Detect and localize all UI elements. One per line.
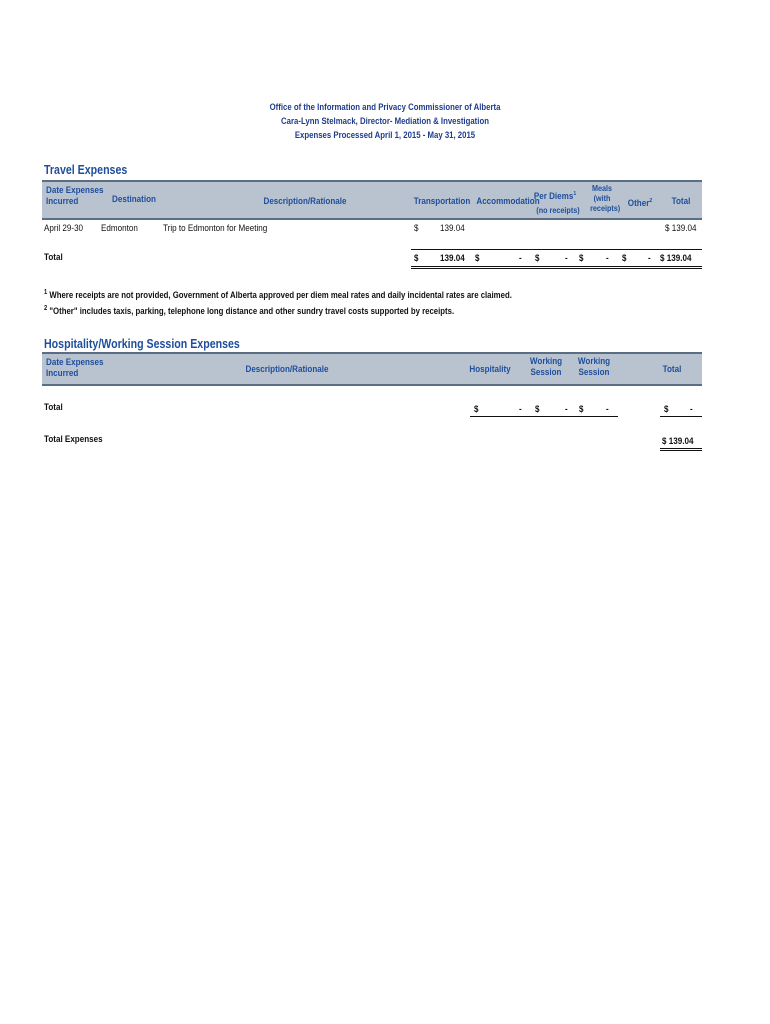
hosp-total-label: Total: [44, 402, 63, 413]
total-expenses-double-rule: [660, 448, 702, 451]
travel-total-other-value: -: [648, 253, 651, 264]
col-meals-with-receipts: Meals (with receipts): [590, 183, 621, 213]
travel-total-accommodation-value: -: [519, 253, 522, 264]
per-diems-footnote-marker: 1: [573, 191, 577, 197]
header-person: Cara-Lynn Stelmack, Director- Mediation & Investigation: [281, 116, 489, 127]
travel-total-meals-value: -: [606, 253, 609, 264]
hosp-total-ws2-value: -: [606, 404, 609, 415]
row-destination: Edmonton: [101, 223, 138, 234]
travel-total-transportation: 139.04: [440, 253, 465, 264]
travel-total-grand: $ 139.04: [660, 253, 692, 264]
hosp-total-ws2-currency: $: [579, 404, 584, 415]
travel-total-label: Total: [44, 252, 63, 263]
col-transportation: Transportation: [413, 196, 471, 207]
travel-total-top-rule: [411, 249, 702, 250]
col-per-diems: [530, 189, 579, 202]
total-expenses-label: Total Expenses: [44, 434, 103, 445]
document-header: [233, 101, 536, 143]
col-date-expenses-incurred: Date Expenses Incurred: [46, 185, 104, 207]
footnote-2: [44, 305, 454, 317]
row-transportation-currency: $: [414, 223, 419, 234]
footnote-1-text: Where receipts are not provided, Government of Alberta approved per diem meal rates and daily incidental rates are claimed.: [49, 290, 512, 302]
col-total: Total: [671, 196, 691, 207]
row-transportation: 139.04: [440, 223, 465, 234]
travel-total-per-diems-currency: $: [535, 253, 540, 264]
footnote-1: [44, 289, 512, 301]
hosp-col-working-session-2: Working Session: [577, 356, 611, 378]
per-diems-label: Per Diems: [533, 191, 574, 203]
hosp-total-ws1-currency: $: [535, 404, 540, 415]
hosp-total-grand-rule: [660, 416, 702, 417]
col-destination: Destination: [112, 194, 156, 205]
hosp-total-ws1-value: -: [565, 404, 568, 415]
travel-total-transportation-currency: $: [414, 253, 419, 264]
hospitality-expenses-title: Hospitality/Working Session Expenses: [44, 337, 240, 351]
hosp-total-rule: [470, 416, 618, 417]
header-office: Office of the Information and Privacy Commissioner of Alberta: [269, 102, 501, 113]
hosp-total-grand-currency: $: [664, 404, 669, 415]
row-description: Trip to Edmonton for Meeting: [163, 223, 268, 234]
travel-total-double-rule: [411, 266, 702, 269]
travel-total-per-diems-value: -: [565, 253, 568, 264]
hosp-col-total: Total: [662, 364, 682, 375]
row-total: $ 139.04: [665, 223, 697, 234]
col-accommodation: Accommodation: [476, 196, 540, 207]
hosp-col-hospitality: Hospitality: [469, 364, 511, 375]
footnote-2-marker: 2: [44, 305, 48, 312]
travel-total-other-currency: $: [622, 253, 627, 264]
travel-total-meals-currency: $: [579, 253, 584, 264]
other-footnote-marker: 2: [649, 198, 653, 204]
footnote-1-marker: 1: [44, 289, 48, 296]
header-period: Expenses Processed April 1, 2015 - May 31, 2015: [294, 130, 476, 141]
hosp-total-hospitality-currency: $: [474, 404, 479, 415]
hosp-col-description-rationale: Description/Rationale: [245, 364, 329, 375]
col-other: [625, 196, 656, 209]
hosp-total-grand-value: -: [690, 404, 693, 415]
travel-total-accommodation-currency: $: [475, 253, 480, 264]
col-per-diems-note: (no receipts): [536, 205, 580, 215]
hosp-total-hospitality-value: -: [519, 404, 522, 415]
footnote-2-text: "Other" includes taxis, parking, telephone long distance and other sundry travel costs supported by receipts.: [49, 306, 455, 318]
hosp-col-date-expenses-incurred: Date Expenses Incurred: [46, 357, 104, 379]
total-expenses-value: $ 139.04: [662, 436, 694, 447]
row-date: April 29-30: [44, 223, 84, 234]
other-label: Other: [627, 198, 650, 210]
col-description-rationale: Description/Rationale: [263, 196, 347, 207]
hosp-col-working-session-1: Working Session: [529, 356, 563, 378]
travel-expenses-title: Travel Expenses: [44, 163, 128, 177]
